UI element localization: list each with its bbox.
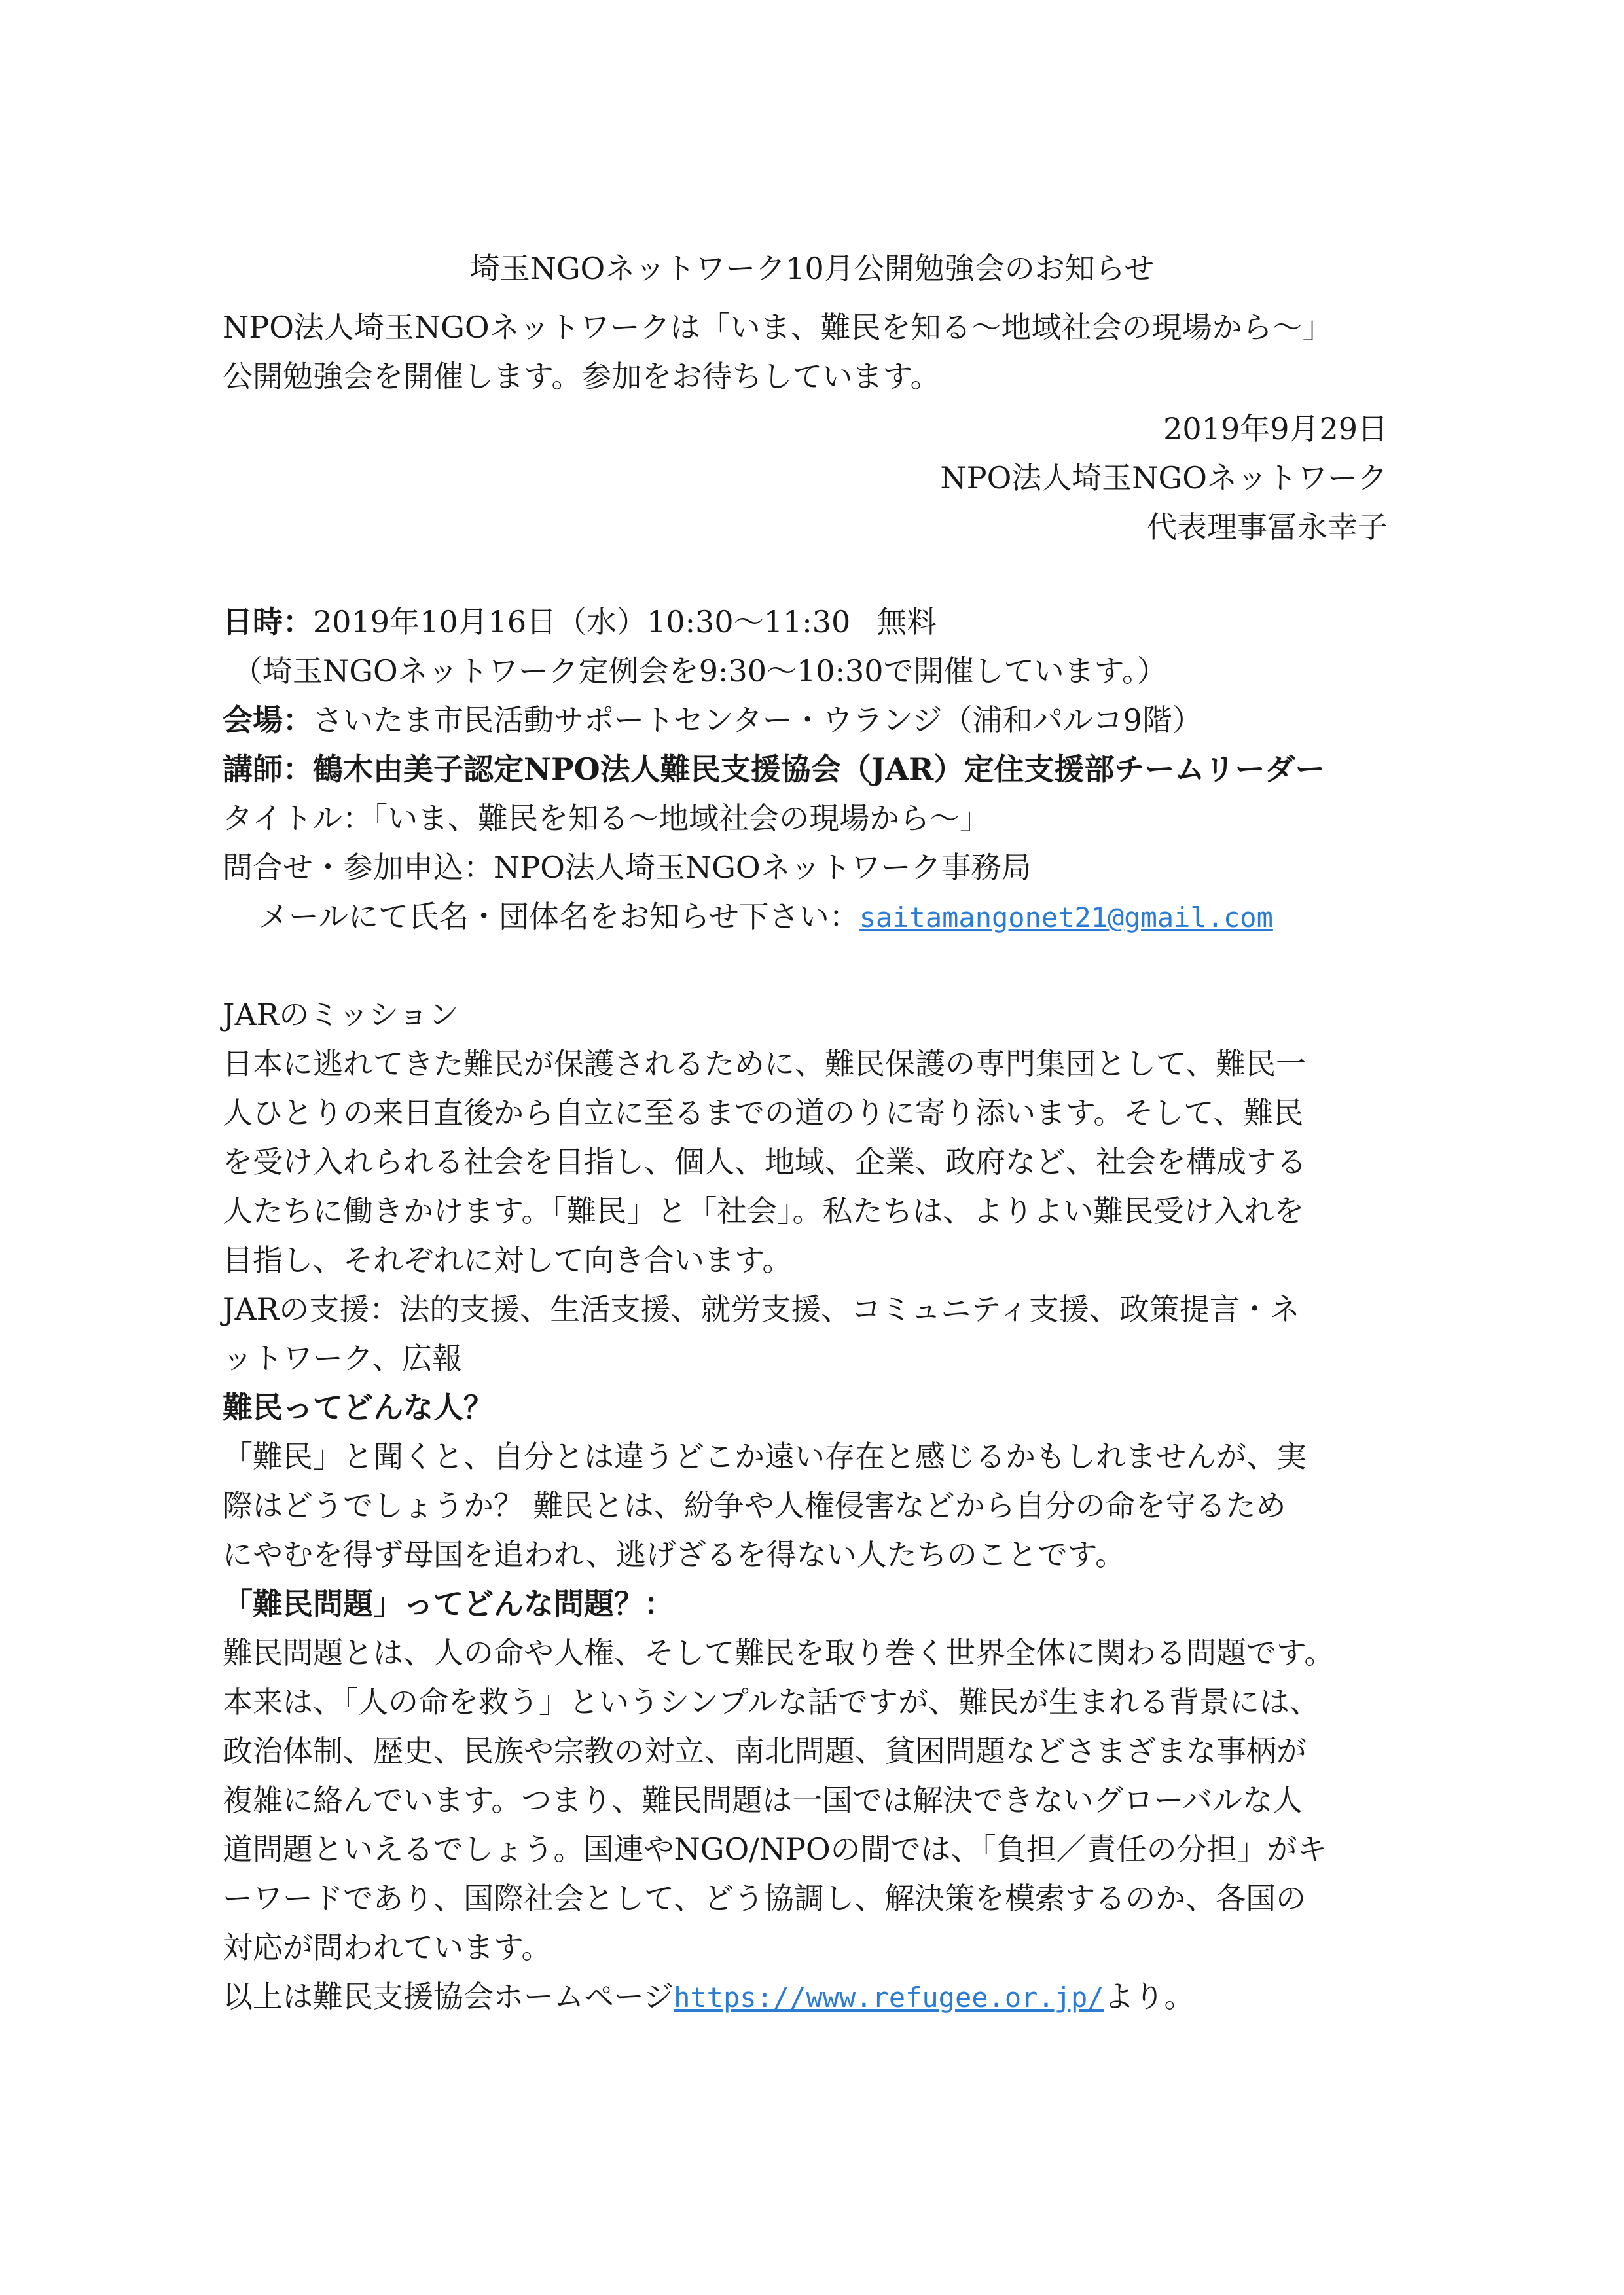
problem-line: 政治体制、歴史、民族や宗教の対立、南北問題、貧困問題などさまざまな事柄が bbox=[223, 1733, 1307, 1769]
intro-line-1: NPO法人埼玉NGOネットワークは「いま、難民を知る～地域社会の現場から～」 bbox=[223, 310, 1333, 345]
email-line bbox=[259, 897, 1437, 937]
problem-line: 道問題といえるでしょう。国連やNGO/NPOの間では、「負担／責任の分担」がキ bbox=[223, 1832, 1327, 1867]
problem-line: 本来は、「人の命を救う」というシンプルな話ですが、難民が生まれる背景には、 bbox=[223, 1684, 1320, 1720]
source-line bbox=[223, 1977, 1401, 2017]
lecturer-value: 鶴木由美子認定NPO法人難民支援協会（JAR）定住支援部チームリーダー bbox=[313, 751, 1326, 787]
contact-label: 問合せ・参加申込： bbox=[223, 850, 494, 885]
problem-heading: 「難民問題」ってどんな問題？： bbox=[223, 1586, 674, 1621]
regular-meeting-note: （埼玉NGOネットワーク定例会を9:30～10:30で開催しています。） bbox=[232, 653, 1167, 689]
support-line-2: ットワーク、広報 bbox=[223, 1341, 463, 1376]
mission-line: 目指し、それぞれに対して向き合います。 bbox=[223, 1242, 793, 1278]
mission-line: 人たちに働きかけます。「難民」と「社会」。私たちは、よりよい難民受け入れを bbox=[223, 1193, 1305, 1229]
notice-title: 埼玉NGOネットワーク10月公開勉強会のお知らせ bbox=[469, 251, 1155, 286]
source-prefix: 以上は難民支援協会ホームページ bbox=[223, 1979, 674, 2014]
event-venue bbox=[223, 700, 1401, 740]
talk-title-label: タイトル： bbox=[223, 801, 373, 836]
problem-line: ーワードであり、国際社会として、どう協調し、解決策を模索するのか、各国の bbox=[223, 1881, 1307, 1916]
refugee-line: 「難民」と聞くと、自分とは違うどこか遠い存在と感じるかもしれませんが、実 bbox=[223, 1439, 1307, 1474]
event-talk-title bbox=[223, 799, 1401, 838]
jar-support bbox=[223, 1290, 1401, 1329]
mission-line: 人ひとりの来日直後から自立に至るまでの道のりに寄り添います。そして、難民 bbox=[223, 1095, 1304, 1130]
problem-line: 対応が問われています。 bbox=[223, 1930, 552, 1965]
source-url-link[interactable]: https://www.refugee.or.jp/ bbox=[674, 1981, 1104, 2014]
organization-name: NPO法人埼玉NGOネットワーク bbox=[940, 460, 1388, 496]
event-lecturer bbox=[223, 750, 1401, 789]
mission-heading: JARのミッション bbox=[223, 997, 459, 1032]
email-instruction: メールにて氏名・団体名をお知らせ下さい： bbox=[259, 899, 859, 934]
mission-line: を受け入れられる社会を目指し、個人、地域、企業、政府など、社会を構成する bbox=[223, 1144, 1307, 1180]
talk-title-value: 「いま、難民を知る～地域社会の現場から～」 bbox=[372, 801, 990, 836]
datetime-value: 2019年10月16日（水）10:30～11:30 bbox=[313, 604, 851, 640]
venue-value: さいたま市民活動サポートセンター・ウランジ（浦和パルコ9階） bbox=[313, 702, 1202, 738]
notice-date: 2019年9月29日 bbox=[1163, 411, 1388, 446]
contact-value: NPO法人埼玉NGOネットワーク事務局 bbox=[494, 850, 1032, 885]
event-contact bbox=[223, 848, 1401, 887]
refugee-heading: 難民ってどんな人？ bbox=[223, 1390, 494, 1425]
event-datetime bbox=[223, 602, 1401, 642]
event-fee: 無料 bbox=[876, 604, 937, 640]
support-label: JARの支援： bbox=[223, 1292, 400, 1327]
mission-line: 日本に逃れてきた難民が保護されるために、難民保護の専門集団として、難民一 bbox=[223, 1046, 1307, 1081]
support-line-1: 法的支援、生活支援、就労支援、コミュニティ支援、政策提言・ネ bbox=[399, 1292, 1300, 1327]
email-link[interactable]: saitamangonet21@gmail.com bbox=[859, 901, 1273, 933]
venue-label: 会場： bbox=[223, 702, 313, 738]
representative-name: 代表理事冨永幸子 bbox=[1147, 509, 1388, 545]
source-suffix: より。 bbox=[1104, 1979, 1195, 2014]
datetime-label: 日時： bbox=[223, 604, 313, 640]
intro-line-2: 公開勉強会を開催します。参加をお待ちしています。 bbox=[223, 359, 941, 394]
problem-line: 難民問題とは、人の命や人権、そして難民を取り巻く世界全体に関わる問題です。 bbox=[223, 1635, 1335, 1671]
lecturer-label: 講師： bbox=[223, 751, 313, 787]
refugee-line: 際はどうでしょうか？ 難民とは、紛争や人権侵害などから自分の命を守るため bbox=[223, 1488, 1286, 1523]
problem-line: 複雑に絡んでいます。つまり、難民問題は一国では解決できないグローバルな人 bbox=[223, 1782, 1303, 1818]
refugee-line: にやむを得ず母国を追われ、逃げざるを得ない人たちのことです。 bbox=[223, 1537, 1126, 1572]
